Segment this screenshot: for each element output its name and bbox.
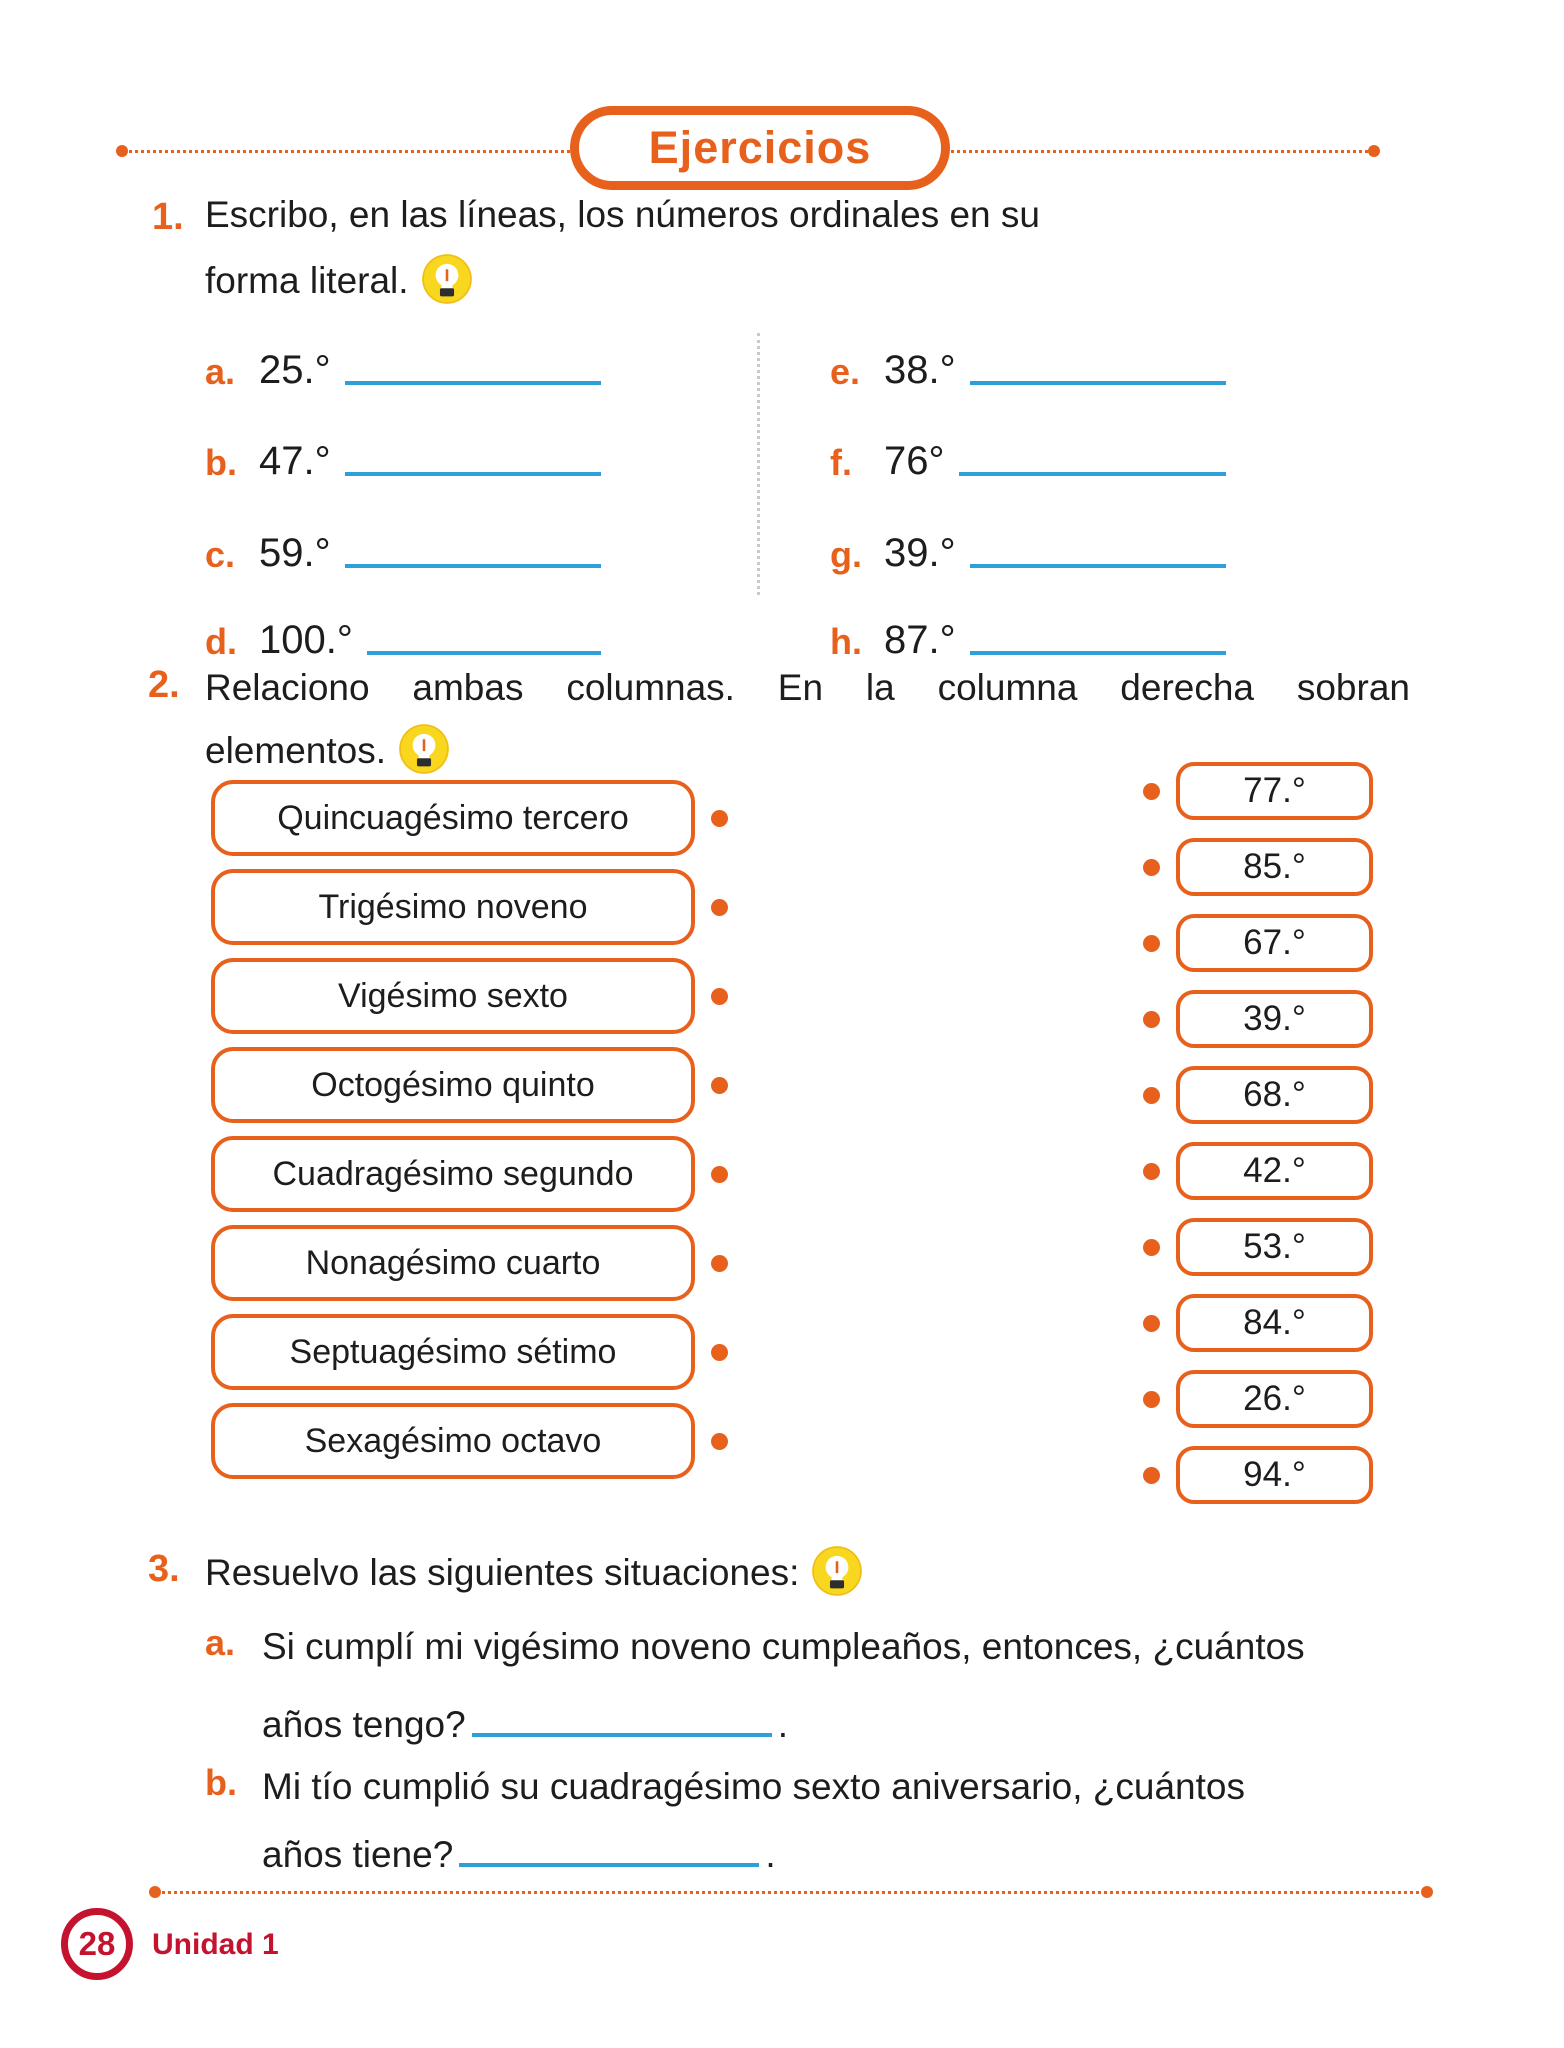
match-connector-dot[interactable]: [1143, 783, 1160, 800]
exercise1-item-h: [830, 607, 1230, 663]
match-connector-dot[interactable]: [1143, 1315, 1160, 1332]
match-option-number-label: 77.°: [1243, 771, 1306, 810]
exercise3-item-b-label: b.: [205, 1762, 237, 1803]
exercise3-item-a-line1: Si cumplí mi vigésimo noveno cumpleaños, entonces, ¿cuántos: [262, 1626, 1305, 1667]
match-connector-dot[interactable]: [711, 810, 728, 827]
rule-end-dot-right: [1368, 145, 1380, 157]
rule-end-dot-right: [1421, 1886, 1433, 1898]
match-option-word-label: Quincuagésimo tercero: [277, 798, 629, 837]
match-option-word-label: Sexagésimo octavo: [304, 1421, 602, 1460]
match-option-number[interactable]: [1176, 914, 1373, 972]
match-option-word-label: Septuagésimo sétimo: [289, 1332, 617, 1371]
exercise3-item-b-period: .: [765, 1834, 776, 1875]
item-label: c.: [205, 534, 236, 575]
exercise1-item-d: [205, 607, 605, 663]
item-ordinal: 39.°: [884, 531, 956, 575]
item-ordinal: 76°: [884, 439, 945, 483]
match-option-word[interactable]: [211, 1047, 695, 1123]
match-option-word-label: Vigésimo sexto: [338, 976, 568, 1015]
item-label: h.: [830, 621, 862, 662]
bottom-dotted-rule: [155, 1891, 1427, 1894]
item-label: d.: [205, 621, 237, 662]
match-option-number-label: 94.°: [1243, 1455, 1306, 1494]
answer-line[interactable]: [345, 381, 601, 385]
answer-line[interactable]: [970, 651, 1226, 655]
item-label: b.: [205, 442, 237, 483]
match-connector-dot[interactable]: [711, 1344, 728, 1361]
match-option-word[interactable]: [211, 1225, 695, 1301]
exercise2-number: 2.: [148, 664, 180, 706]
match-option-number-label: 53.°: [1243, 1227, 1306, 1266]
answer-line[interactable]: [970, 381, 1226, 385]
item-ordinal: 25.°: [259, 348, 331, 392]
match-option-number[interactable]: [1176, 1446, 1373, 1504]
match-option-word[interactable]: [211, 869, 695, 945]
match-option-number-label: 68.°: [1243, 1075, 1306, 1114]
match-option-word-label: Octogésimo quinto: [311, 1065, 595, 1104]
exercise1-prompt-line1: Escribo, en las líneas, los números ordinales en su: [205, 194, 1040, 235]
match-connector-dot[interactable]: [1143, 1011, 1160, 1028]
exercise3-prompt: [205, 1544, 863, 1602]
exercise2-prompt-line2-text: elementos.: [205, 730, 386, 771]
exercise1-item-f: [830, 428, 1230, 484]
answer-line[interactable]: [345, 564, 601, 568]
match-option-number[interactable]: [1176, 762, 1373, 820]
exercise2-prompt-line1: Relaciono ambas columnas. En la columna derecha sobran: [205, 667, 1410, 708]
section-title: Ejercicios: [648, 122, 872, 173]
match-connector-dot[interactable]: [711, 899, 728, 916]
exercise1-item-g: [830, 520, 1230, 576]
match-connector-dot[interactable]: [711, 1166, 728, 1183]
item-ordinal: 38.°: [884, 348, 956, 392]
item-ordinal: 59.°: [259, 531, 331, 575]
match-connector-dot[interactable]: [1143, 1467, 1160, 1484]
item-label: f.: [830, 442, 852, 483]
exercise1-prompt: [205, 182, 1205, 314]
hint-lightbulb-icon: [811, 1545, 863, 1597]
exercise1-right-column: [830, 337, 1230, 667]
exercise3-item-b-line1: Mi tío cumplió su cuadragésimo sexto aniversario, ¿cuántos: [262, 1766, 1245, 1807]
match-connector-dot[interactable]: [711, 988, 728, 1005]
match-option-word-label: Cuadragésimo segundo: [272, 1154, 634, 1193]
match-option-number[interactable]: [1176, 1142, 1373, 1200]
match-connector-dot[interactable]: [1143, 1391, 1160, 1408]
match-option-number-label: 26.°: [1243, 1379, 1306, 1418]
match-connector-dot[interactable]: [711, 1255, 728, 1272]
match-option-number[interactable]: [1176, 990, 1373, 1048]
match-option-number[interactable]: [1176, 1066, 1373, 1124]
exercise1-prompt-line2: forma literal.: [205, 260, 409, 301]
match-connector-dot[interactable]: [1143, 935, 1160, 952]
match-option-number-label: 39.°: [1243, 999, 1306, 1038]
match-option-number-label: 42.°: [1243, 1151, 1306, 1190]
exercise1-left-column: [205, 337, 605, 667]
exercise2-prompt-line2: [205, 722, 450, 780]
hint-lightbulb-icon: [398, 723, 450, 775]
answer-line[interactable]: [367, 651, 601, 655]
item-ordinal: 87.°: [884, 618, 956, 662]
exercise1-item-e: [830, 337, 1230, 393]
exercise3-item-b-line2: [262, 1830, 1442, 1880]
match-option-number[interactable]: [1176, 1218, 1373, 1276]
section-title-pill: [570, 106, 950, 190]
answer-line[interactable]: [459, 1857, 759, 1867]
match-option-word-label: Nonagésimo cuarto: [305, 1243, 601, 1282]
exercise3-item-a-label: a.: [205, 1622, 236, 1663]
answer-line[interactable]: [970, 564, 1226, 568]
item-ordinal: 100.°: [259, 618, 353, 662]
item-label: g.: [830, 534, 862, 575]
match-connector-dot[interactable]: [711, 1077, 728, 1094]
exercise3-item-a-period: .: [777, 1704, 788, 1745]
exercise3-number: 3.: [148, 1548, 180, 1590]
item-label: e.: [830, 351, 861, 392]
match-option-number[interactable]: [1176, 838, 1373, 896]
item-label: a.: [205, 351, 236, 392]
rule-end-dot-left: [116, 145, 128, 157]
match-option-word[interactable]: [211, 780, 695, 856]
unit-label: Unidad 1: [152, 1928, 279, 1961]
exercise3-prompt-text: Resuelvo las siguientes situaciones:: [205, 1552, 800, 1593]
exercise3-item-b-question: años tiene?: [262, 1834, 454, 1875]
match-connector-dot[interactable]: [1143, 1163, 1160, 1180]
match-connector-dot[interactable]: [1143, 859, 1160, 876]
exercise1-column-divider: [757, 333, 760, 595]
item-ordinal: 47.°: [259, 439, 331, 483]
answer-line[interactable]: [345, 472, 601, 476]
exercise1-item-b: [205, 428, 605, 484]
match-connector-dot[interactable]: [1143, 1239, 1160, 1256]
answer-line[interactable]: [959, 472, 1227, 476]
page-number-badge: [61, 1908, 133, 1980]
hint-lightbulb-icon: [421, 253, 473, 305]
match-option-word[interactable]: [211, 1314, 695, 1390]
match-connector-dot[interactable]: [1143, 1087, 1160, 1104]
match-option-number-label: 84.°: [1243, 1303, 1306, 1342]
answer-line[interactable]: [472, 1727, 772, 1737]
match-option-word[interactable]: [211, 958, 695, 1034]
match-option-word[interactable]: [211, 1136, 695, 1212]
exercise1-item-c: [205, 520, 605, 576]
match-option-number-label: 67.°: [1243, 923, 1306, 962]
rule-end-dot-left: [149, 1886, 161, 1898]
match-option-number[interactable]: [1176, 1294, 1373, 1352]
exercise1-item-a: [205, 337, 605, 393]
exercise1-number: 1.: [152, 196, 184, 238]
match-option-number[interactable]: [1176, 1370, 1373, 1428]
match-option-number-label: 85.°: [1243, 847, 1306, 886]
match-option-word-label: Trigésimo noveno: [318, 887, 588, 926]
exercise3-item-a-line2: [262, 1700, 1442, 1750]
page-number: 28: [78, 1925, 116, 1962]
match-connector-dot[interactable]: [711, 1433, 728, 1450]
exercise3-item-a-question: años tengo?: [262, 1704, 466, 1745]
match-option-word[interactable]: [211, 1403, 695, 1479]
